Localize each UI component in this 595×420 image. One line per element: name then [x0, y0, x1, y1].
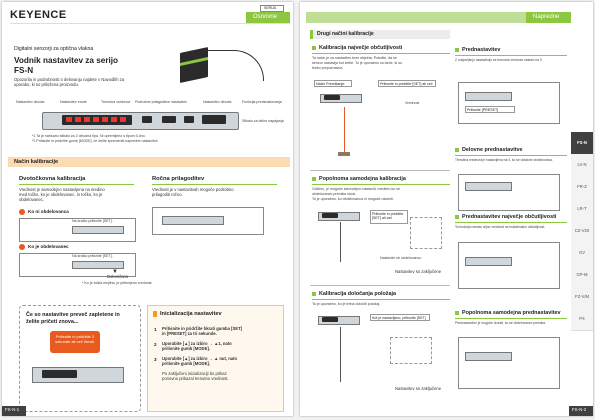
side-tabs [571, 132, 593, 332]
init-after1: Po zaključeni inicializaciji bo prikaz [162, 371, 227, 376]
label-set-button: Nastavitev izhoda [203, 100, 232, 104]
intro-line1: Opozorila in podrobnosti o delovanju najdete v Navodilih za [14, 77, 125, 82]
intro-line2: uporabo, ki so priložena proizvodu. [14, 82, 79, 87]
init-step-1-num: 1 [154, 327, 157, 332]
init-step-3-num: 3 [154, 357, 157, 362]
pos-desc1: Ta je uporabno, ko je treba določiti položaj. [312, 302, 381, 306]
step-1-device [72, 226, 124, 234]
auto-preset-title: Popolnoma samodejna prednastavitev [455, 310, 561, 316]
max-preset-desc: Ta funkcija nastavi ciljno vrednost na maksimalno občutljivost. [455, 225, 546, 229]
max-underline [312, 53, 450, 54]
auto-title: Popolnoma samodejna kalibracija [312, 176, 406, 182]
right-header-tab[interactable] [526, 12, 571, 23]
max-output: Vrednost [405, 101, 420, 105]
step-2-badge [19, 244, 25, 250]
trouble-title2: želite pričeti znova... [26, 319, 79, 325]
pos-step1: Kot je nastavljeno, pritisnite [SET] [370, 314, 430, 321]
pos-target [390, 337, 432, 364]
title-line1: Vodnik nastavitev za serijo [14, 56, 119, 65]
trouble-callout: Pritisnite in pridržite 3 sekunde ali več hkrati. [50, 331, 100, 353]
subtitle: Digitalni senzorji za optična vlakna [14, 46, 94, 52]
init-step-2-num: 2 [154, 342, 157, 347]
manual-title: Ročna prilagoditev [152, 176, 205, 182]
max-desc1: Ta način je za nastavitev brez objekta. Potrdite, da se [312, 56, 397, 60]
init-after2: ponovno prikazal trenutno vrednost. [162, 376, 229, 381]
device-display-digits [66, 117, 128, 122]
side-tab-gp-m[interactable]: GP-M [571, 264, 593, 287]
header-small-label-box [260, 5, 284, 12]
pos-divider [310, 285, 450, 286]
product-cable [208, 50, 264, 81]
trouble-device-display [42, 370, 77, 378]
header-tab-label: Osnovne [253, 14, 278, 20]
step-2-label: Ko je obdelovanec [28, 244, 69, 249]
right-section-title-text: Drugi načini kalibracije [317, 31, 374, 37]
init-step-3b: pritisnite gumb [MODE]. [162, 361, 210, 366]
two-point-underline [19, 184, 134, 185]
right-page [300, 2, 593, 416]
left-page [2, 2, 293, 416]
set-button[interactable] [162, 116, 176, 123]
step-2-device [72, 261, 124, 269]
work-preset-title: Delovne prednastavitve [455, 147, 523, 153]
max-preset-device [465, 257, 512, 266]
header-small-label: SERIJA [264, 5, 277, 10]
step-1-badge [19, 209, 25, 215]
step-1-note: Na kratko pritisnite [SET]. [72, 219, 113, 223]
auto-result: Nastavitev so zaključene [395, 269, 442, 274]
manual-desc2: prilagoditi ročno. [152, 192, 183, 197]
max-preset-underline [455, 222, 567, 223]
footnote-1: *1 Ta je narisano stikalo za 2 izhodna tipa. Ni opremljeno s tipom 0-lino. [32, 134, 146, 138]
section-calibration-title: Način kalibracije [14, 159, 59, 165]
preset-button[interactable] [142, 116, 152, 123]
left-page-footer: FS-N-1 [5, 407, 20, 412]
right-header-tab-label: Napredne [533, 14, 560, 20]
pos-fiber [340, 327, 341, 382]
preset-underline [455, 55, 567, 56]
init-step-1a: Pritisnite in pridržite hkrati gumba [SET] [162, 326, 243, 331]
side-tab-fs-n[interactable]: FS-N [571, 132, 593, 155]
pos-result: Nastavitev so zaključene [395, 386, 442, 391]
work-preset-diagram [458, 174, 560, 211]
manual-underline [152, 184, 277, 185]
pos-title: Kalibracija določanja položaja [312, 291, 396, 297]
label-preset-button: Podrobne prilagoditve nastavitev [135, 100, 188, 104]
auto-move: Nastavite ob obdelovancu [380, 256, 422, 260]
completion-arrow: ▼ [112, 269, 118, 275]
brand-logo: KEYENCE [10, 9, 67, 21]
footnote-2: *2 Pritisnite in pridržite gumb [MODE], če želite spremeniti napredne nastavitve. [32, 139, 159, 143]
trouble-title1: Če so nastavitve preveč zapletene in [26, 312, 120, 318]
max-device-display [324, 95, 340, 100]
work-preset-device [465, 182, 512, 191]
two-point-desc1: Vrednost je samodejno nastavljena na sredino [19, 187, 105, 192]
step-2-note: Na kratko pritisnite [SET]. [72, 254, 113, 258]
auto-preset-diagram [458, 337, 560, 389]
auto-fiber [340, 222, 341, 262]
auto-desc3: To je uporabno, ko obdelovanca ni mogoče ustaviti. [312, 197, 394, 201]
right-section-title [310, 30, 450, 39]
side-tab-lr-t[interactable]: LR-T [571, 198, 593, 221]
side-tab-gv[interactable]: GV [571, 242, 593, 265]
max-title: Kalibracija največje občutljivosti [312, 45, 402, 51]
init-title: Inicializacija nastavitev [160, 311, 222, 317]
max-desc3: težko prepoznavne. [312, 66, 344, 70]
completion-note: * Ko je točka mejilna, je pritisnjeno vrednost. [82, 281, 153, 285]
header-line [10, 23, 290, 24]
two-point-desc3: obdelovanec. [19, 197, 44, 202]
init-step-2b: pritisnite gumb [MODE]. [162, 346, 210, 351]
max-fiber [344, 107, 345, 152]
side-tab-lv-n[interactable]: LV-N [571, 154, 593, 177]
max-preset-title: Prednastavitev največje občutljivosti [455, 214, 556, 220]
auto-device-display [322, 213, 338, 218]
max-desc2: senzor nastavlja kot želite. To je uporabno za tarče, ki so [312, 61, 403, 65]
pos-device-display [322, 317, 338, 322]
preset-title: Prednastavitev [455, 47, 500, 53]
label-setting-output: Nastavitev izhoda [16, 100, 45, 104]
auto-press: Pritisnite in pridržite [SET] ali več [370, 210, 408, 224]
up-down-buttons[interactable] [202, 115, 226, 124]
label-function: Funkcija predznakovanja [242, 100, 282, 104]
label-setting-mode: Nastavitev enote [60, 100, 87, 104]
auto-desc2: obdelovanec premika skozi. [312, 192, 357, 196]
max-box-label: Način Premikanje: [314, 80, 352, 87]
work-preset-desc: Trenutna vrednost je nastavljena na 0, ko se dotakne obdelovanca. [455, 158, 553, 162]
init-badge [153, 311, 157, 317]
auto-divider [310, 170, 450, 171]
right-page-footer: FS-N-2 [572, 407, 587, 412]
header-tab[interactable] [246, 12, 290, 23]
auto-preset-underline [455, 318, 567, 319]
two-point-desc2: med točko, ko je obdelovanec, in točko, ko je [19, 192, 103, 197]
max-press: Pritisnite in pridržite [SET] ali več [378, 80, 436, 87]
side-tab-fr-z[interactable]: FR-Z [571, 176, 593, 199]
auto-underline [312, 184, 450, 185]
label-power-connector: Stikalo za izbiro napajanja [242, 119, 284, 123]
auto-preset-desc: Prednastavitev je mogoče izvesti, ko se obdelovanec premika. [455, 321, 546, 325]
side-tab-cz-v20[interactable]: CZ-V20 [571, 220, 593, 243]
init-step-1b: in [PRESET] za tri sekunde. [162, 331, 217, 336]
manual-device [162, 216, 224, 225]
step-1-label: Ko ni obdelovanca [28, 209, 69, 214]
completion-label: Dokončano [107, 274, 129, 279]
init-step-2a: Uporabite [▲] za izbiro → ▲1, nato [162, 341, 232, 346]
preset-desc: Z vnaprejšnjo nastavitvijo se trenutna vrednost nastavi na 0. [455, 58, 543, 62]
side-tab-px[interactable]: PX [571, 308, 593, 331]
manual-desc1: Vrednost je v nastavitvah mogoče podrobno [152, 187, 234, 192]
preset-diagram [458, 82, 560, 124]
label-current-value: Trenutna vrednost [101, 100, 131, 104]
preset-note: Pritisnite [PRESET] [465, 106, 515, 113]
mode-button[interactable] [184, 116, 194, 123]
auto-desc1: Odlično, je mogoče samodejno nastaviti, medtem ko se [312, 187, 401, 191]
auto-preset-device [465, 352, 512, 361]
auto-sensor-head [410, 217, 442, 249]
max-target [338, 152, 350, 156]
title-line2: FS-N [14, 66, 34, 75]
init-step-3a: Uporabite [▲] za izbiro → ▲ nut, nato [162, 356, 238, 361]
work-preset-underline [455, 155, 567, 156]
two-point-title: Dvotočkovna kalibracija [19, 176, 86, 182]
pos-underline [312, 299, 450, 300]
preset-device [465, 92, 512, 101]
side-tab-fz-vm[interactable]: FZ-V/M [571, 286, 593, 309]
